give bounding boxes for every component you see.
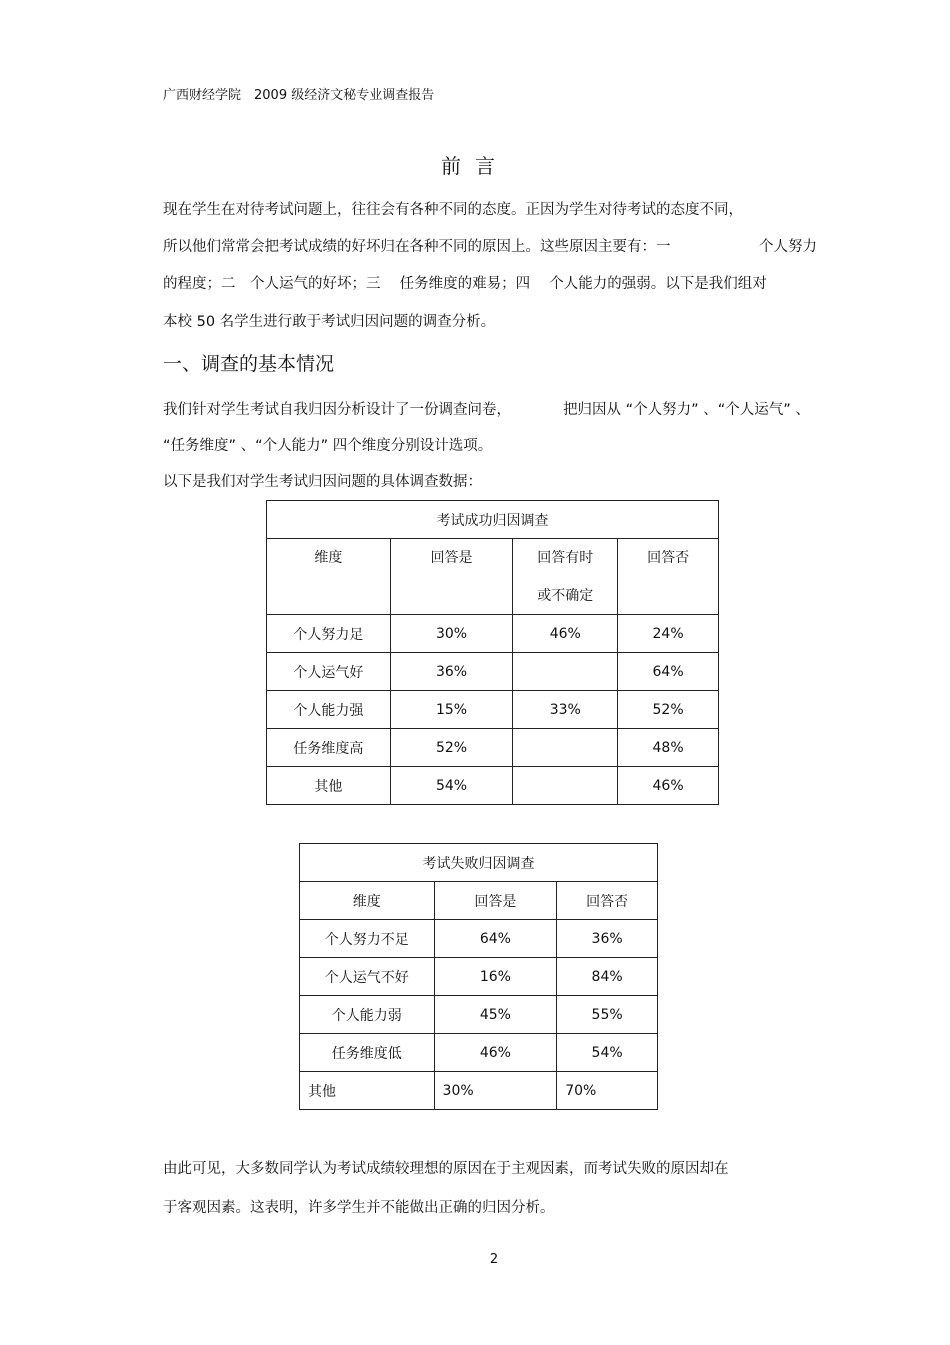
row-label: 个人能力强	[267, 691, 391, 729]
page-title: 前言	[441, 154, 509, 178]
table-row	[267, 615, 719, 653]
cell-no: 54%	[557, 1034, 658, 1072]
conclusion-line-1: 由此可见，大多数同学认为考试成绩较理想的原因在于主观因素，而考试失败的原因却在	[163, 1161, 729, 1177]
table-row	[300, 920, 658, 958]
row-label: 任务维度低	[300, 1034, 435, 1072]
section-heading: 一、调查的基本情况	[163, 353, 335, 375]
cell-yes: 16%	[434, 958, 557, 996]
cell-sometimes	[513, 653, 618, 691]
cell-no: 24%	[618, 615, 719, 653]
column-header: 维度	[267, 539, 391, 615]
row-label: 个人能力弱	[300, 996, 435, 1034]
column-header: 回答否	[557, 882, 658, 920]
cell-yes: 45%	[434, 996, 557, 1034]
column-header: 回答是	[434, 882, 557, 920]
header-line: 或不确定	[537, 588, 594, 604]
row-label: 个人运气不好	[300, 958, 435, 996]
section-para-1a: 我们针对学生考试自我归因分析设计了一份调查问卷，	[163, 402, 511, 418]
row-label: 个人努力足	[267, 615, 391, 653]
failure-attribution-table	[299, 843, 658, 1110]
success-attribution-table	[266, 500, 719, 805]
cell-no: 70%	[557, 1072, 658, 1110]
cell-sometimes	[513, 767, 618, 805]
cell-yes: 30%	[434, 1072, 557, 1110]
row-label: 个人运气好	[267, 653, 391, 691]
cell-no: 52%	[618, 691, 719, 729]
table-caption: 考试成功归因调查	[267, 501, 719, 539]
section-para-1c: “任务维度” 、“个人能力” 四个维度分别设计选项。	[163, 438, 493, 454]
intro-line-3: 的程度；二 个人运气的好坏；三 任务维度的难易；四 个人能力的强弱。以下是我们组对	[163, 276, 767, 292]
section-para-1b: 把归因从 “个人努力” 、“个人运气” 、	[563, 402, 810, 418]
cell-yes: 46%	[434, 1034, 557, 1072]
cell-sometimes	[513, 729, 618, 767]
cell-yes: 52%	[390, 729, 513, 767]
intro-line-1: 现在学生在对待考试问题上，往往会有各种不同的态度。正因为学生对待考试的态度不同，	[163, 202, 743, 218]
cell-yes: 64%	[434, 920, 557, 958]
cell-yes: 30%	[390, 615, 513, 653]
cell-yes: 54%	[390, 767, 513, 805]
header-line: 回答有时	[537, 550, 594, 566]
cell-sometimes: 33%	[513, 691, 618, 729]
column-header: 回答否	[618, 539, 719, 615]
intro-line-4: 本校 50 名学生进行敢于考试归因问题的调查分析。	[163, 314, 496, 330]
cell-no: 48%	[618, 729, 719, 767]
cell-no: 55%	[557, 996, 658, 1034]
column-header: 维度	[300, 882, 435, 920]
conclusion-line-2: 于客观因素。这表明，许多学生并不能做出正确的归因分析。	[163, 1200, 555, 1216]
table-row	[267, 691, 719, 729]
table-row	[300, 1034, 658, 1072]
row-label: 其他	[267, 767, 391, 805]
intro-line-2a: 所以他们常常会把考试成绩的好坏归在各种不同的原因上。这些原因主要有：一	[163, 239, 671, 255]
cell-sometimes: 46%	[513, 615, 618, 653]
cell-no: 64%	[618, 653, 719, 691]
cell-yes: 15%	[390, 691, 513, 729]
column-header: 回答是	[390, 539, 513, 615]
section-para-2: 以下是我们对学生考试归因问题的具体调查数据：	[163, 474, 482, 490]
row-label: 个人努力不足	[300, 920, 435, 958]
table-row	[267, 653, 719, 691]
intro-line-2b: 个人努力	[759, 239, 817, 255]
cell-no: 84%	[557, 958, 658, 996]
table-row	[267, 767, 719, 805]
table-row	[267, 729, 719, 767]
table-row	[300, 996, 658, 1034]
column-header	[513, 539, 618, 615]
table-row	[300, 958, 658, 996]
row-label: 其他	[300, 1072, 435, 1110]
row-label: 任务维度高	[267, 729, 391, 767]
cell-yes: 36%	[390, 653, 513, 691]
cell-no: 46%	[618, 767, 719, 805]
cell-no: 36%	[557, 920, 658, 958]
page-number: 2	[489, 1252, 499, 1267]
table-row	[300, 1072, 658, 1110]
table-caption: 考试失败归因调查	[300, 844, 658, 882]
page-header: 广西财经学院 2009 级经济文秘专业调查报告	[163, 88, 435, 103]
